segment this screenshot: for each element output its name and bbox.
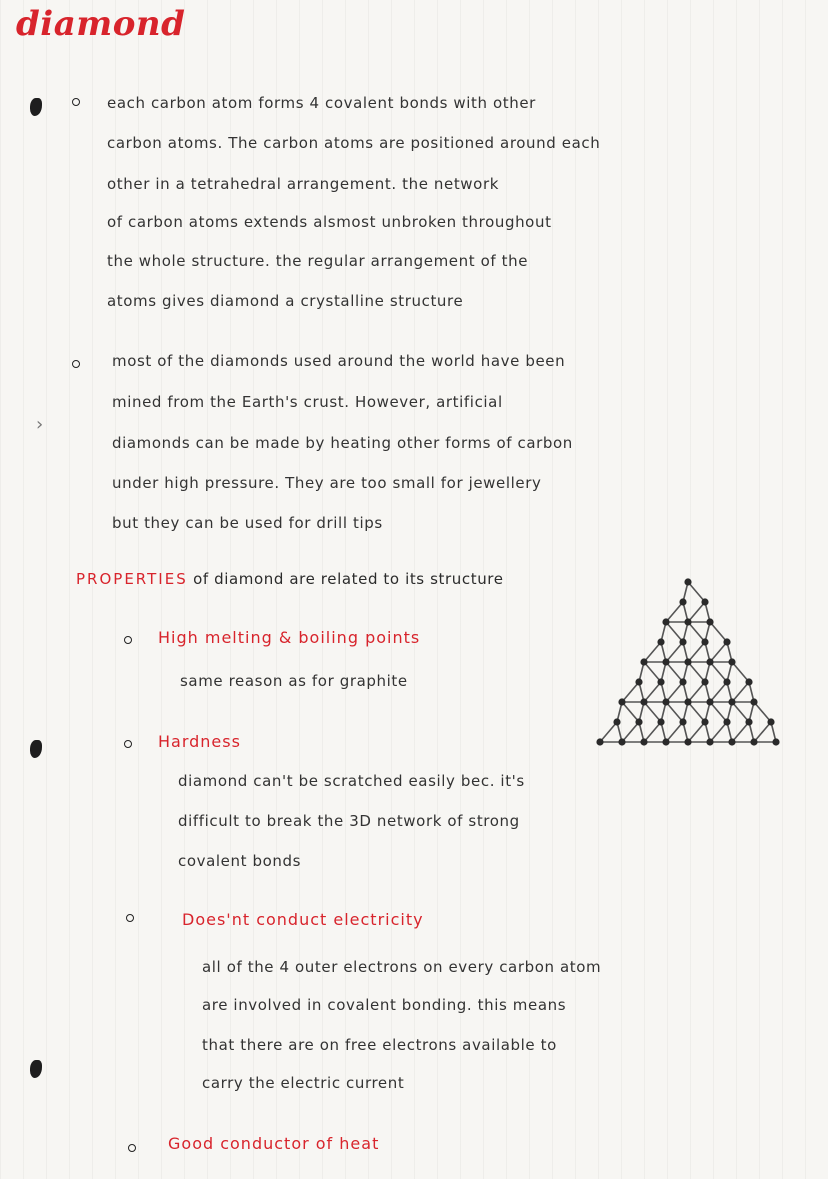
lattice-atom <box>706 658 713 665</box>
lattice-atom <box>684 738 691 745</box>
lattice-atom <box>657 718 664 725</box>
lattice-atom <box>745 718 752 725</box>
lattice-atom <box>750 698 757 705</box>
lattice-bond <box>688 602 705 622</box>
lattice-atom <box>640 698 647 705</box>
property-body: carry the electric current <box>202 1074 405 1092</box>
lattice-bond <box>688 682 705 702</box>
lattice-bond <box>710 622 727 642</box>
lattice-bond <box>688 702 705 722</box>
lattice-atom <box>613 718 620 725</box>
lattice-bond <box>644 642 661 662</box>
text-line: the whole structure. the regular arrangement of the <box>107 252 529 270</box>
text-line: of carbon atoms extends alsmost unbroken throughout <box>107 213 552 231</box>
lattice-bond <box>600 722 617 742</box>
property-body: covalent bonds <box>178 852 301 870</box>
bullet-point <box>124 740 132 748</box>
lattice-atom <box>596 738 603 745</box>
lattice-atom <box>618 738 625 745</box>
lattice-bond <box>622 682 639 702</box>
margin-marker <box>30 1060 42 1078</box>
lattice-atom <box>701 638 708 645</box>
text-line: but they can be used for drill tips <box>112 514 383 532</box>
lattice-atom <box>728 738 735 745</box>
properties-heading-caps: PROPERTIES <box>76 570 188 588</box>
lattice-bond <box>622 702 639 722</box>
lattice-bond <box>644 702 661 722</box>
lattice-atom <box>679 718 686 725</box>
lattice-atom <box>684 578 691 585</box>
chevron-right-icon: › <box>36 414 44 435</box>
lattice-bond <box>666 662 683 682</box>
lattice-atom <box>701 678 708 685</box>
text-line: carbon atoms. The carbon atoms are positioned around each <box>107 134 601 152</box>
lattice-atom <box>767 718 774 725</box>
margin-marker <box>30 98 42 116</box>
lattice-atom <box>662 618 669 625</box>
lattice-bond <box>754 702 771 722</box>
lattice-bond <box>666 682 683 702</box>
text-line: each carbon atom forms 4 covalent bonds with other <box>107 94 536 112</box>
lattice-atom <box>750 738 757 745</box>
lattice-atom <box>618 698 625 705</box>
diamond-lattice-icon <box>578 568 804 778</box>
bullet-point <box>126 914 134 922</box>
lattice-bond <box>666 702 683 722</box>
text-line: under high pressure. They are too small for jewellery <box>112 474 542 492</box>
lattice-atom <box>772 738 779 745</box>
property-body: same reason as for graphite <box>180 672 408 690</box>
lattice-atom <box>684 618 691 625</box>
lattice-bond <box>688 622 705 642</box>
lattice-atom <box>701 598 708 605</box>
lattice-atom <box>723 638 730 645</box>
page-title: diamond <box>16 4 186 44</box>
lattice-bond <box>710 662 727 682</box>
lattice-bond <box>666 602 683 622</box>
lattice-atom <box>657 638 664 645</box>
lattice-bond <box>688 722 705 742</box>
lattice-bond <box>688 642 705 662</box>
lattice-atom <box>662 698 669 705</box>
lattice-bond <box>710 682 727 702</box>
lattice-atom <box>679 678 686 685</box>
lattice-atom <box>728 698 735 705</box>
lattice-bond <box>688 582 705 602</box>
property-title: Does'nt conduct electricity <box>182 910 424 929</box>
property-title: High melting & boiling points <box>158 628 421 647</box>
property-title: Hardness <box>158 732 241 751</box>
lattice-bond <box>732 682 749 702</box>
lattice-atom <box>706 618 713 625</box>
lattice-bond <box>644 662 661 682</box>
lattice-atom <box>723 718 730 725</box>
lattice-atom <box>635 678 642 685</box>
text-line: diamonds can be made by heating other forms of carbon <box>112 434 573 452</box>
text-line: other in a tetrahedral arrangement. the network <box>107 175 500 193</box>
lattice-atom <box>662 738 669 745</box>
lattice-bond <box>688 662 705 682</box>
lattice-bond <box>732 702 749 722</box>
lattice-atom <box>684 698 691 705</box>
lattice-bond <box>732 662 749 682</box>
lattice-bond <box>622 722 639 742</box>
lattice-bond <box>710 702 727 722</box>
lattice-bond <box>754 722 771 742</box>
property-body: that there are on free electrons available to <box>202 1036 557 1054</box>
lattice-atom <box>745 678 752 685</box>
text-line: mined from the Earth's crust. However, artificial <box>112 393 503 411</box>
lattice-atom <box>684 658 691 665</box>
lattice-atom <box>706 698 713 705</box>
property-title: Good conductor of heat <box>168 1134 380 1153</box>
lattice-atom <box>723 678 730 685</box>
margin-marker <box>30 740 42 758</box>
lattice-bond <box>666 642 683 662</box>
bullet-point <box>124 636 132 644</box>
lattice-bond <box>644 682 661 702</box>
property-body: difficult to break the 3D network of strong <box>178 812 520 830</box>
lattice-bond <box>666 722 683 742</box>
text-line: most of the diamonds used around the world have been <box>112 352 566 370</box>
text-line: atoms gives diamond a crystalline structure <box>107 292 464 310</box>
lattice-atom <box>657 678 664 685</box>
lattice-atom <box>640 738 647 745</box>
lattice-atom <box>679 638 686 645</box>
lattice-atom <box>701 718 708 725</box>
property-body: all of the 4 outer electrons on every carbon atom <box>202 958 602 976</box>
bullet-point <box>128 1144 136 1152</box>
properties-heading <box>76 570 504 588</box>
lattice-bond <box>710 642 727 662</box>
lattice-atom <box>640 658 647 665</box>
property-body: diamond can't be scratched easily bec. it's <box>178 772 525 790</box>
lattice-atom <box>706 738 713 745</box>
lattice-bond <box>666 622 683 642</box>
lattice-atom <box>635 718 642 725</box>
lattice-atom <box>662 658 669 665</box>
lattice-bond <box>710 722 727 742</box>
lattice-bond <box>732 722 749 742</box>
properties-heading-rest: of diamond are related to its structure <box>193 570 504 588</box>
bullet-point <box>72 360 80 368</box>
property-body: are involved in covalent bonding. this means <box>202 996 567 1014</box>
lattice-bond <box>644 722 661 742</box>
lattice-atom <box>728 658 735 665</box>
lattice-atom <box>679 598 686 605</box>
bullet-point <box>72 98 80 106</box>
